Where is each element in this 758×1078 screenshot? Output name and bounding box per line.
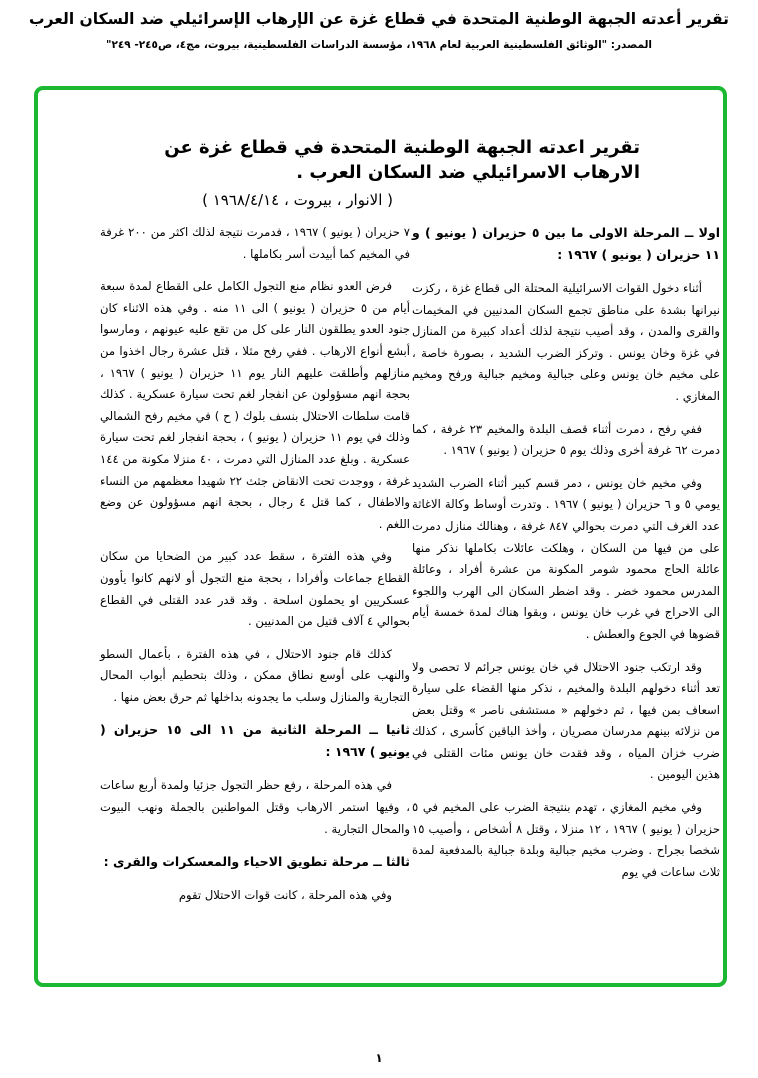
paragraph: وفي هذه الفترة ، سقط عدد كبير من الضحايا من سكان القطاع جماعات وأفرادا ، بحجة منع التجول أو لانهم كانوا يأوون عسكريين او يحملون اسلحة . وقد قدر عدد القتلى في القطاع بحوالي ٤ آلاف قتيل من المدنيين .: [100, 549, 410, 629]
paragraph: وقد ارتكب جنود الاحتلال في خان يونس جرائم لا تحصى ولا تعد أثناء دخولهم البلدة والمخيم ، نذكر منها القضاء على سيارة اسعاف بمن فيها ، ثم دخولهم « مستشفى ناصر » وقتل بعض من نزلائه بينهم مدرسان مصريان ، وأخذ الباقين كأسرى ، كذلك ضرب خزان المياه ، وقد فقدت خان يونس مئات القتلى في هذين اليومين .: [412, 659, 720, 782]
paragraph: في هذه المرحلة ، رفع حظر التجول جزئيا ولمدة أربع ساعات ، وفيها استمر الارهاب وقتل المواطنين بالجملة ونهب البيوت والمحال التجارية .: [100, 778, 410, 836]
page-title: تقرير أعدته الجبهة الوطنية المتحدة في قطاع غزة عن الإرهاب الإسرائيلي ضد السكان العرب: [29, 10, 729, 28]
paragraph-continuation: ٧ حزيران ( يونيو ) ١٩٦٧ ، فدمرت نتيجة لذلك اكثر من ٢٠٠ غرفة في المخيم كما أبيدت أسر بكاملها .: [100, 225, 411, 261]
right-column: [412, 222, 720, 894]
document-source-line: ( الانوار ، بيروت ، ١٩٦٨/٤/١٤ ): [202, 191, 393, 209]
section-heading-phase-3: ثالثا ــ مرحلة تطويق الاحياء والمعسكرات والقرى :: [103, 854, 410, 870]
paragraph: وفي مخيم خان يونس ، دمر قسم كبير أثناء الضرب الشديد يومي ٥ و ٦ حزيران ( يونيو ) ١٩٦٧ . وتدرت أوساط وكالة الاغاثة عدد الغرف التي دمرت بحوالي ٨٤٧ غرفة ، وهنالك منازل دمرت على من فيها من السكان ، وهلكت عائلات بكاملها نذكر منها عائلة الحاج محمود شومر المكونة من عشرة أفراد ، وعائلة المدرس محمود خضر . وقد اضطر السكان الى الهرب واللجوء الى الاحراج في غرب خان يونس ، وبقوا هناك لمدة خمسة أيام قضوها في الجوع والعطش .: [412, 475, 720, 641]
source-citation: المصدر: "الوثائق الفلسطينية العربية لعام ١٩٦٨، مؤسسة الدراسات الفلسطينية، بيروت، مج٤، ص٢٤٥- ٢٤٩": [105, 39, 653, 51]
left-column: [100, 222, 410, 918]
paragraph: أثناء دخول القوات الاسرائيلية المحتلة الى قطاع غزة ، ركزت نيرانها بشدة على مناطق تجمع السكان المدنيين في المخيمات والقرى والمدن ، وقد أصيب نتيجة لذلك أعداد كبيرة من المنازل في غزة وخان يونس . وتركز الضرب الشديد ، بصورة خاصة ، على مخيم خان يونس وعلى جبالية ومخيم جبالية ورفح ومخيم المغازي .: [412, 281, 720, 403]
document-title: تقرير اعدته الجبهة الوطنية المتحدة في قطاع غزة عن الارهاب الاسرائيلي ضد السكان العرب .: [164, 137, 640, 183]
section-heading-phase-1: اولا ــ المرحلة الاولى ما بين ٥ حزيران ( يونيو ) و ١١ حزيران ( يونيو ) ١٩٦٧ :: [412, 225, 720, 262]
paragraph: وفي مخيم المغازي ، تهدم بنتيجة الضرب على المخيم في ٥ حزيران ( يونيو ) ١٩٦٧ ، ١٢ منزلا ، وقتل ٨ أشخاص ، وأصيب ١٥ شخصا بجراح . وضرب مخيم جبالية وبلدة جبالية بالمدفعية لمدة ثلاث ساعات في يوم: [412, 800, 720, 879]
paragraph: كذلك قام جنود الاحتلال ، في هذه الفترة ، بأعمال السطو والنهب على أوسع نطاق ممكن ، وذلك بتحطيم أبواب المحال التجارية والمنازل وسلب ما يجدونه بداخلها ثم حرق بعض منها .: [100, 646, 410, 704]
section-heading-phase-2: ثانيا ــ المرحلة الثانية من ١١ الى ١٥ حزيران ( يونيو ) ١٩٦٧ :: [100, 722, 410, 760]
paragraph: ففي رفح ، دمرت أثناء قصف البلدة والمخيم ٢٣ غرفة ، كما دمرت ٦٢ غرفة أخرى وذلك يوم ٥ حزيران ( يونيو ) ١٩٦٧ .: [412, 421, 720, 458]
page-number: ١: [375, 1051, 383, 1065]
paragraph: فرض العدو نظام منع التجول الكامل على القطاع لمدة سبعة أيام من ٥ حزيران ( يونيو ) الى ١١ منه . وفي هذه الاثناء كان جنود العدو يطلقون النار على كل من تقع عليه عيونهم ، ومارسوا أبشع أنواع الارهاب . ففي رفح مثلا ، قتل عشرة رجال اخذوا من منازلهم وأطلقت عليهم النار يوم ١١ حزيران ( يونيو ) ١٩٦٧ ، بحجة انهم مسؤولون عن انفجار لغم تحت سيارة عسكرية . كذلك قامت سلطات الاحتلال بنسف بلوك ( ح ) في مخيم رفح الشمالي وذلك في يوم ١١ حزيران ( يونيو ) ، بحجة انفجار لغم تحت سيارة عسكرية . وبلغ عدد المنازل التي دمرت ، ٤٠ منزلا مكونة من ١٤٤ غرفة ، ووجدت تحت الانقاض جثث ٢٢ شهيدا معظمهم من النساء والاطفال ، كما قتل ٤ رجال ، بحجة انهم مسؤولون عن وضع اللغم .: [100, 279, 411, 531]
paragraph: وفي هذه المرحلة ، كانت قوات الاحتلال تقوم: [178, 888, 392, 903]
